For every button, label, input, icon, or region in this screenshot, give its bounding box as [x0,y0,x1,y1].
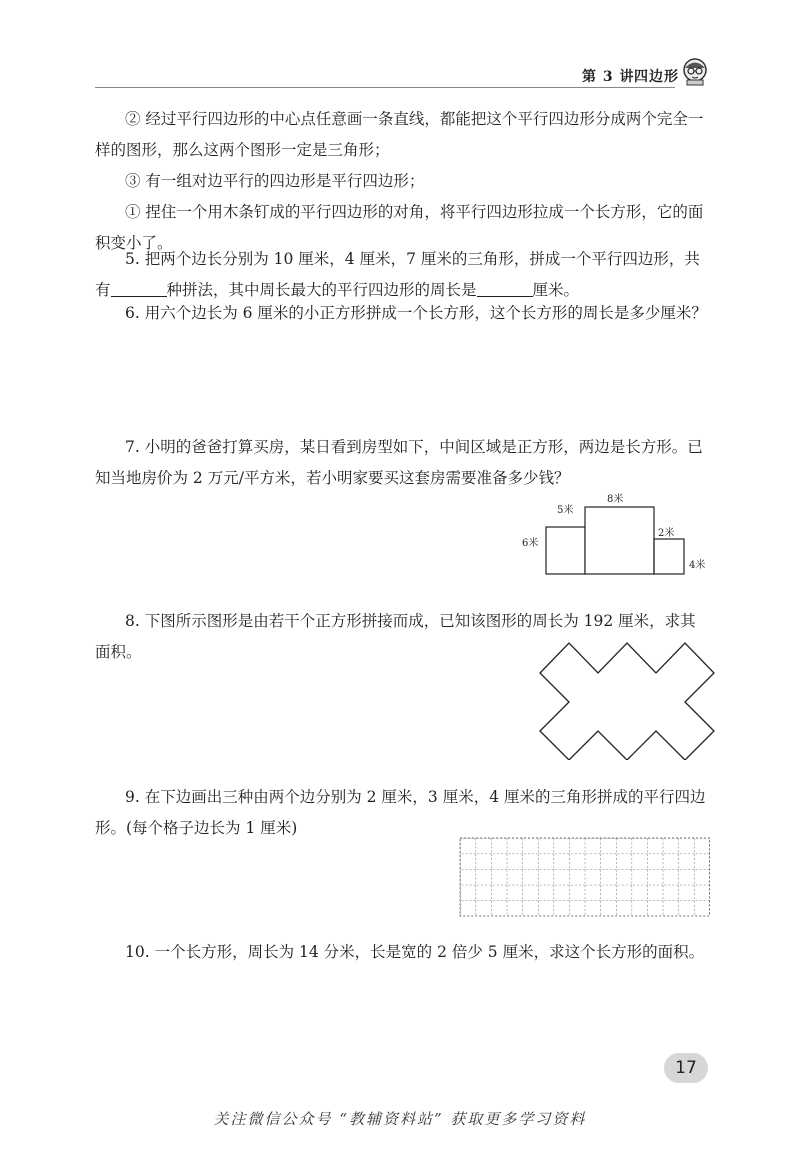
q5-text-3: 厘米。 [532,281,580,299]
label-left-top: 5米 [557,505,574,516]
mascot-icon [680,56,710,86]
footer-notice: 关注微信公众号 “教辅资料站” 获取更多学习资料 [213,1110,587,1128]
page-header [560,62,700,94]
question-6: 6. 用六个边长为 6 厘米的小正方形拼成一个长方形，这个长方形的周长是多少厘米？ [125,304,707,322]
header-rule [95,87,675,88]
page-number: 17 [664,1053,708,1083]
label-left: 6米 [522,538,539,549]
question-7: 7. 小明的爸爸打算买房，某日看到房型如下，中间区域是正方形，两边是长方形。已知当地房价为 2 万元/平方米，若小明家要买这套房需要准备多少钱？ [95,438,703,487]
x-shape-figure [530,636,720,760]
q5-text-2: 种拼法，其中周长最大的平行四边形的周长是 [166,281,477,299]
question-9: 9. 在下边画出三种由两个边分别为 2 厘米，3 厘米，4 厘米的三角形拼成的平行四边形。(每个格子边长为 1 厘米) [95,788,706,837]
lecture-number: 第 3 讲 [582,69,635,85]
floor-plan-figure [515,490,715,590]
dotted-grid[interactable] [460,838,710,916]
statement-1: ① 捏住一个用木条钉成的平行四边形的对角，将平行四边形拉成一个长方形，它的面积变小了。 [95,203,704,252]
statement-2: ② 经过平行四边形的中心点任意画一条直线，都能把这个平行四边形分成两个完全一样的图形，那么这两个图形一定是三角形； [95,110,704,159]
x-shape [540,643,714,760]
grid-figure[interactable] [458,836,712,918]
label-right: 4米 [689,560,706,571]
q5-text-1: 5. 把两个边长分别为 10 厘米，4 厘米，7 厘米的三角形，拼成一个平行四边形，共有 [95,250,700,299]
question-8: 8. 下图所示图形是由若干个正方形拼接而成，已知该图形的周长为 192 厘米，求其面积。 [95,612,696,661]
statement-3: ③ 有一组对边平行的四边形是平行四边形； [125,172,425,190]
left-rectangle [546,527,585,574]
q5-blank-methods[interactable] [111,280,167,297]
question-10: 10. 一个长方形，周长为 14 分米，长是宽的 2 倍少 5 厘米，求这个长方形的面积。 [125,943,705,961]
q5-blank-perimeter[interactable] [477,280,533,297]
label-top: 8米 [607,494,624,505]
question-5 [95,244,707,306]
label-right-top: 2米 [658,528,675,539]
center-square [585,507,654,574]
right-rectangle [654,539,684,574]
chapter-title: 四边形 [634,69,679,85]
